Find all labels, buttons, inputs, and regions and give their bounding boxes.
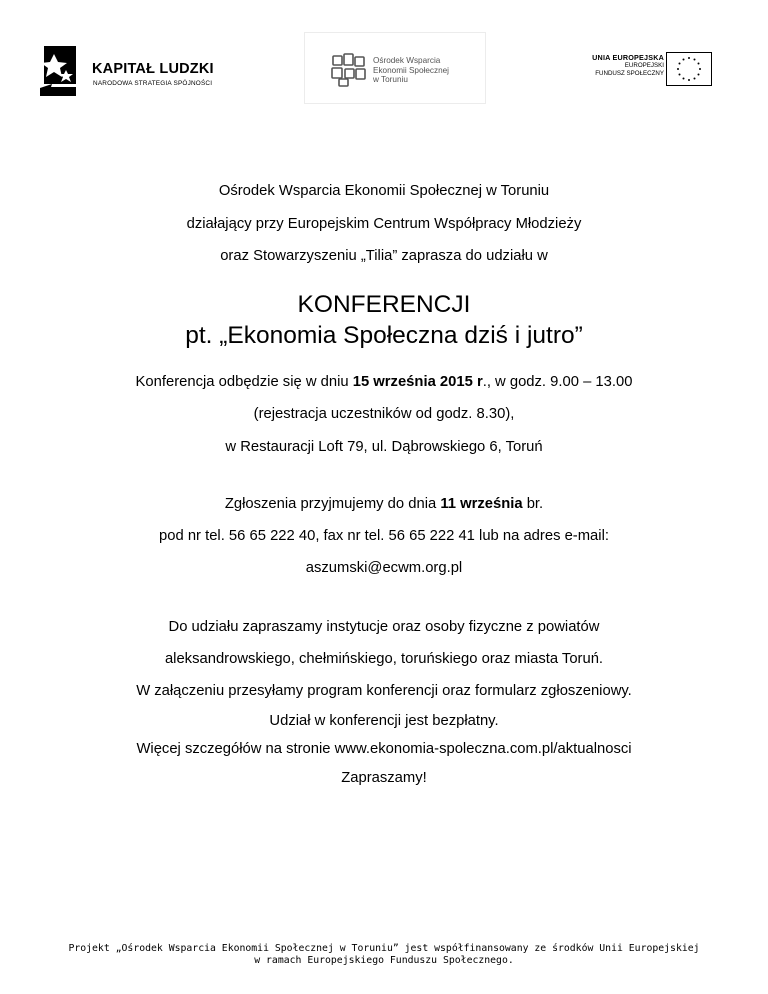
conference-date (0, 374, 768, 390)
eu-title: UNIA EUROPEJSKA (592, 53, 664, 62)
eu-text (592, 53, 664, 78)
intro-line-3: oraz Stowarzyszeniu „Tilia” zaprasza do udziału w (220, 248, 548, 264)
eu-logo (560, 52, 720, 92)
kapital-ludzki-logo (40, 44, 240, 100)
eu-line-2: EUROPEJSKI (624, 62, 664, 69)
owes-squares-icon (331, 53, 367, 87)
footer-note (0, 943, 768, 967)
kapital-ludzki-emblem-icon (40, 44, 78, 98)
deadline-prefix: Zgłoszenia przyjmujemy do dnia (224, 496, 441, 512)
contact-email: aszumski@ecwm.org.pl (305, 560, 463, 576)
date-r: r (476, 374, 483, 390)
registration-time: (rejestracja uczestników od godz. 8.30), (253, 406, 515, 422)
intro-line-1: Ośrodek Wsparcia Ekonomii Społecznej w Toruniu (218, 183, 550, 199)
invitation-line-3: W załączeniu przesyłamy program konferencji oraz formularz zgłoszeniowy. (136, 683, 632, 699)
date-suffix: ., w godz. 9.00 – 13.00 (482, 374, 633, 390)
logo-header (0, 0, 768, 110)
website-link: Więcej szczegółów na stronie www.ekonomia-spoleczna.com.pl/aktualnosci (136, 741, 632, 757)
owes-logo (304, 32, 486, 104)
invitation-line-1: Do udziału zapraszamy instytucje oraz osoby fizyczne z powiatów (168, 619, 600, 635)
deadline-bold: 11 września (440, 496, 523, 512)
intro-line-2: działający przy Europejskim Centrum Współpracy Młodzieży (186, 216, 582, 232)
conference-title: pt. „Ekonomia Społeczna dziś i jutro” (185, 322, 583, 349)
date-prefix: Konferencja odbędzie się w dniu (135, 374, 353, 390)
owes-text (373, 56, 449, 85)
contact-info: pod nr tel. 56 65 222 40, fax nr tel. 56 65 222 41 lub na adres e-mail: (159, 528, 609, 544)
invitation-line-2: aleksandrowskiego, chełmińskiego, toruńskiego oraz miasta Toruń. (164, 651, 604, 667)
kapital-ludzki-subtitle: NARODOWA STRATEGIA SPÓJNOŚCI (93, 80, 213, 87)
application-deadline (0, 496, 768, 512)
date-bold: 15 września 2015 (352, 374, 473, 390)
closing: Zapraszamy! (341, 770, 427, 786)
conference-heading: KONFERENCJI (297, 291, 471, 318)
owes-line-3: w Toruniu (373, 75, 408, 84)
owes-line-1: Ośrodek Wsparcia (373, 56, 441, 65)
venue: w Restauracji Loft 79, ul. Dąbrowskiego 6, Toruń (225, 439, 543, 455)
eu-flag-icon (666, 52, 712, 86)
owes-line-2: Ekonomii Społecznej (373, 65, 450, 75)
invitation-line-4: Udział w konferencji jest bezpłatny. (269, 713, 499, 729)
eu-line-3: FUNDUSZ SPOŁECZNY (595, 70, 664, 77)
kapital-ludzki-title: KAPITAŁ LUDZKI (92, 61, 214, 77)
deadline-suffix: br. (522, 496, 544, 512)
footer-line-2: w ramach Europejskiego Funduszu Społecznego. (254, 955, 514, 966)
footer-line-1: Projekt „Ośrodek Wsparcia Ekonomii Społecznej w Toruniu” jest współfinansowany ze środków Unii Europejskiej (68, 943, 700, 954)
